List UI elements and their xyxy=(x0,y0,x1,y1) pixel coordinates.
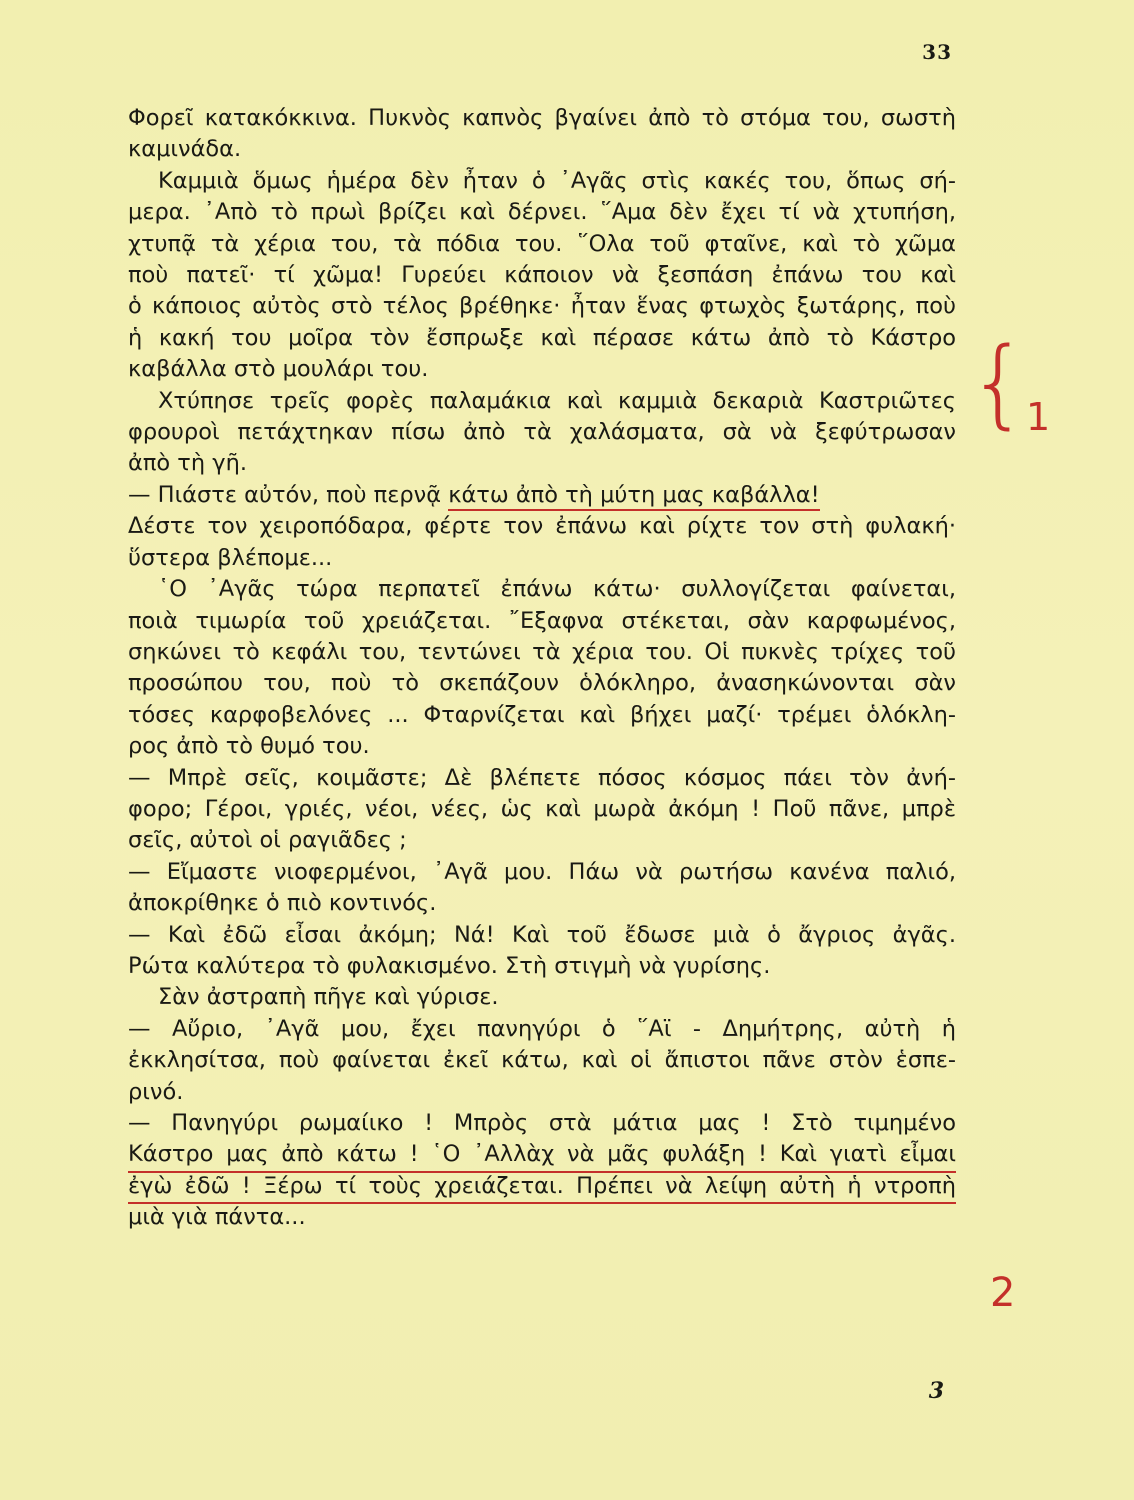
text-line: ποὺ πατεῖ· τί χῶμα! Γυρεύει κάποιον νὰ ξεσπάση ἐπάνω του καὶ xyxy=(128,262,956,289)
text-line: Φορεῖ κατακόκκινα. Πυκνὸς καπνὸς βγαίνει ἀπὸ τὸ στόμα του, σωστὴ xyxy=(128,105,956,131)
text-line: ρος ἀπὸ τὸ θυμό του. xyxy=(128,733,370,760)
body-text xyxy=(128,103,956,1234)
margin-note-1: 1 xyxy=(1026,395,1051,439)
text-line: φορο; Γέροι, γριές, νέοι, νέες, ὡς καὶ μωρὰ ἀκόμη ! Ποῦ πᾶνε, μπρὲ xyxy=(128,795,956,822)
text-line: ἀποκρίθηκε ὁ πιὸ κοντινός. xyxy=(128,890,437,917)
text-line: — Αὔριο, ᾿Αγᾶ μου, ἔχει πανηγύρι ὁ ῞Αϊ - Δημήτρης, αὐτὴ ἡ xyxy=(128,1015,956,1042)
text-line: καβάλλα στὸ μουλάρι του. xyxy=(128,356,429,383)
text-line: — Καὶ ἐδῶ εἶσαι ἀκόμη; Νά! Καὶ τοῦ ἔδωσε μιὰ ὁ ἄγριος ἀγᾶς. xyxy=(128,921,956,948)
text-line-underlined: Κάστρο μας ἀπὸ κάτω ! ῾Ο ᾿Αλλὰχ νὰ μᾶς φυλάξη ! Καὶ γιατὶ εἶμαι xyxy=(128,1139,956,1170)
text-line: μιὰ γιὰ πάντα... xyxy=(128,1204,306,1231)
text-line: — Μπρὲ σεῖς, κοιμᾶστε; Δὲ βλέπετε πόσος κόσμος πάει τὸν ἀνή- xyxy=(128,764,956,791)
text-line: ἀπὸ τὴ γῆ. xyxy=(128,450,247,477)
text-line: σεῖς, αὐτοὶ οἱ ραγιᾶδες ; xyxy=(128,827,407,854)
text-line: μερα. ᾿Απὸ τὸ πρωὶ βρίζει καὶ δέρνει. ῞Αμα δὲν ἔχει τί νὰ χτυπήση, xyxy=(128,199,956,226)
text-line: ποιὰ τιμωρία τοῦ χρειάζεται. ῎Εξαφνα στέκεται, σὰν καρφωμένος, xyxy=(128,607,956,634)
text-line: σηκώνει τὸ κεφάλι του, τεντώνει τὰ χέρια του. Οἱ πυκνὲς τρίχες τοῦ xyxy=(128,638,956,665)
text-line: ρινό. xyxy=(128,1078,184,1105)
text-line: Σὰν ἀστραπὴ πῆγε καὶ γύρισε. xyxy=(158,984,499,1011)
text-line-underlined: ἐγὼ ἐδῶ ! Ξέρω τί τοὺς χρειάζεται. Πρέπει νὰ λείψη αὐτὴ ἡ ντροπὴ xyxy=(128,1171,956,1202)
underlined-phrase: κάτω ἀπὸ τὴ μύτη μας καβάλλα! xyxy=(448,482,819,511)
text-line: Ρώτα καλύτερα τὸ φυλακισμένο. Στὴ στιγμὴ νὰ γυρίσης. xyxy=(128,952,771,979)
text-line: Χτύπησε τρεῖς φορὲς παλαμάκια καὶ καμμιὰ δεκαριὰ Καστριῶτες xyxy=(158,387,956,414)
margin-bracket-icon: { xyxy=(968,327,1030,439)
text-line: χτυπᾷ τὰ χέρια του, τὰ πόδια του. ῞Ολα τοῦ φταῖνε, καὶ τὸ χῶμα xyxy=(128,230,956,257)
text-line: — Εἴμαστε νιοφερμένοι, ᾿Αγᾶ μου. Πάω νὰ ρωτήσω κανένα παλιό, xyxy=(128,858,956,885)
text-line: τόσες καρφοβελόνες ... Φταρνίζεται καὶ βήχει μαζί· τρέμει ὁλόκλη- xyxy=(128,701,956,728)
text-line: ὁ κάποιος αὐτὸς στὸ τέλος βρέθηκε· ἦταν ἕνας φτωχὸς ξωτάρης, ποὺ xyxy=(128,293,956,320)
dialogue-start: — Πιάστε αὐτόν, ποὺ περνᾷ xyxy=(128,481,442,508)
text-line: φρουροὶ πετάχτηκαν πίσω ἀπὸ τὰ χαλάσματα, σὰ νὰ ξεφύτρωσαν xyxy=(128,419,956,446)
text-line: προσώπου του, ποὺ τὸ σκεπάζουν ὁλόκληρο, ἀνασηκώνονται σὰν xyxy=(128,670,956,697)
text-line: ἐκκλησίτσα, ποὺ φαίνεται ἐκεῖ κάτω, καὶ οἱ ἄπιστοι πᾶνε στὸν ἑσπε- xyxy=(128,1047,956,1074)
text-line: — Πανηγύρι ρωμαίικο ! Μπρὸς στὰ μάτια μας ! Στὸ τιμημένο xyxy=(128,1110,956,1136)
text-line: Καμμιὰ ὅμως ἡμέρα δὲν ἦταν ὁ ᾿Αγᾶς στὶς κακές του, ὅπως σή- xyxy=(158,167,956,194)
page-number: 33 xyxy=(922,40,952,64)
signature-number: 3 xyxy=(928,1378,944,1404)
text-line-underlined xyxy=(128,480,956,511)
text-line: Δέστε τον χειροπόδαρα, φέρτε τον ἐπάνω καὶ ρίχτε τον στὴ φυλακή· xyxy=(128,513,956,540)
text-line: ὕστερα βλέπομε... xyxy=(128,544,333,571)
text-line: καμινάδα. xyxy=(128,136,242,163)
margin-note-2: 2 xyxy=(990,1270,1016,1316)
text-line: ἡ κακή του μοῖρα τὸν ἔσπρωξε καὶ πέρασε κάτω ἀπὸ τὸ Κάστρο xyxy=(128,324,956,351)
text-line: ῾Ο ᾿Αγᾶς τώρα περπατεῖ ἐπάνω κάτω· συλλογίζεται φαίνεται, xyxy=(158,576,956,603)
